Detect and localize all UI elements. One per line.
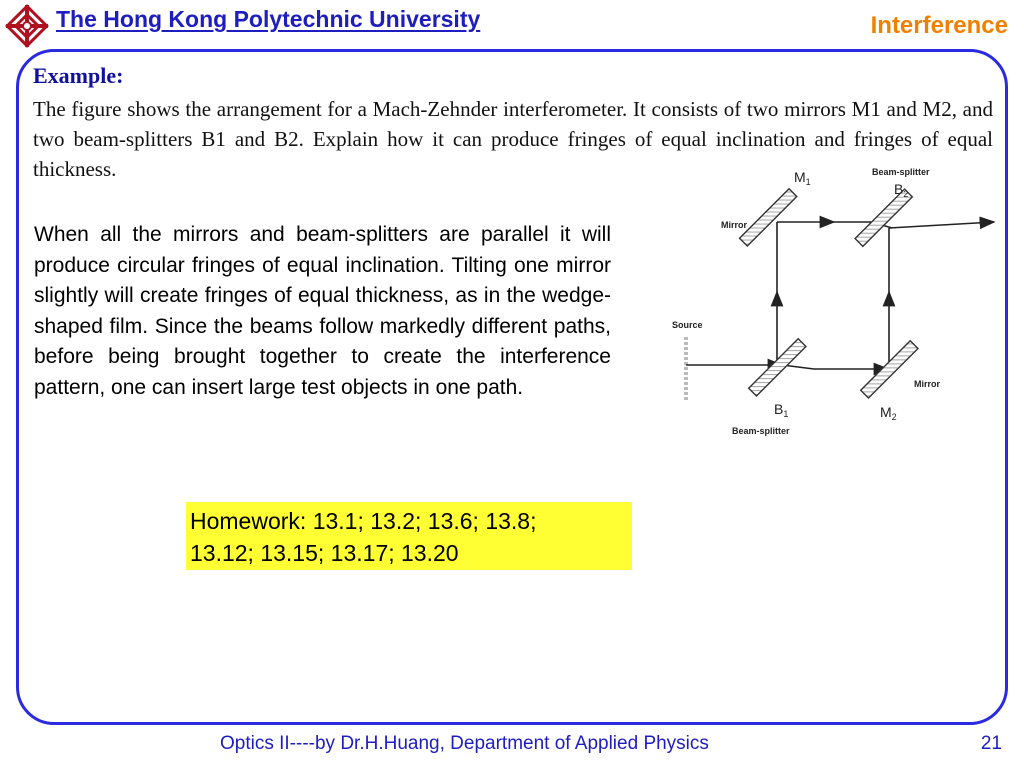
example-problem-text: The figure shows the arrangement for a Mach-Zehnder interferometer. It consists of two mirrors M1 and M2, and two beam-splitters B1 and B2. Explain how it can produce fringes of equal inclination and fringes of equal thickness. xyxy=(33,97,993,181)
label-mirror-left: Mirror xyxy=(721,220,748,230)
label-source: Source xyxy=(672,320,703,330)
homework-box xyxy=(186,502,632,570)
homework-line-1: Homework: 13.1; 13.2; 13.6; 13.8; xyxy=(190,508,537,534)
label-m2: $M_2$ xyxy=(880,404,897,422)
label-b1: $B_1$ xyxy=(774,401,789,419)
label-beam-splitter-top: Beam-splitter xyxy=(872,167,930,177)
university-title: The Hong Kong Polytechnic University xyxy=(56,6,481,32)
example-heading: Example: xyxy=(33,63,124,88)
label-mirror-right: Mirror xyxy=(914,379,941,389)
label-b2: $B_2$ xyxy=(894,181,909,199)
university-logo-icon xyxy=(3,2,51,50)
beam-paths xyxy=(686,222,994,369)
page-number: 21 xyxy=(980,733,1002,754)
mach-zehnder-figure xyxy=(664,162,1004,442)
homework-line-2: 13.12; 13.15; 13.17; 13.20 xyxy=(190,540,459,566)
slide-topic: Interference xyxy=(870,12,1008,39)
mirror-m1-icon xyxy=(740,189,797,246)
footer-credit: Optics II----by Dr.H.Huang, Department of Applied Physics xyxy=(220,733,709,754)
label-beam-splitter-bottom: Beam-splitter xyxy=(732,426,790,436)
label-m1: $M_1$ xyxy=(794,169,811,187)
answer-text: When all the mirrors and beam-splitters are parallel it will produce circular fringes of equal inclination. Tilting one mirror slightly will create fringes of equal thickness, as in the wedge-shaped film. Since the beams follow markedly different paths, before being brought together to create the interference pattern, one can insert large test objects in one path. xyxy=(34,223,611,399)
